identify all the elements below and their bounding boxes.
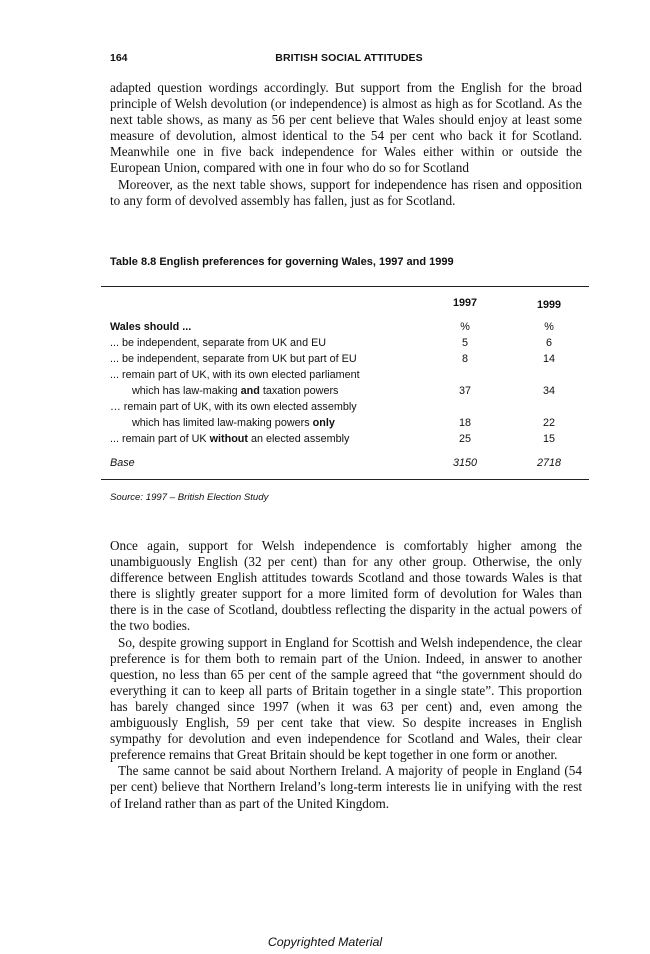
base-1997: 3150 [452,457,478,469]
value-1999: 22 [542,417,555,429]
table-row [110,384,580,399]
table-row [110,400,580,415]
table-source-note: Source: 1997 – British Election Study [110,492,269,503]
value-1999: 6 [545,337,552,349]
row-label: … remain part of UK, with its own elected assembly [110,401,357,413]
table-header-row [110,296,580,311]
table-row [110,336,580,351]
value-1999: 34 [542,385,555,397]
running-header [110,52,588,68]
table-row [110,432,580,447]
value-1997: 5 [461,337,468,349]
table-row [110,352,580,367]
row-label: ... be independent, separate from UK but part of EU [110,353,357,365]
body-text-bottom [110,538,582,812]
label-emphasis: only [312,417,335,429]
running-title: BRITISH SOCIAL ATTITUDES [275,52,423,64]
table-top-rule [101,286,589,287]
paragraph: Once again, support for Welsh independence is comfortably higher among the unambiguously English (32 per cent) than for any other group. Otherwise, the only difference between English attitudes towards Scotland and those towards Wales is that there is slightly greater support for a more limited form of devolution for Wales than there is in the case of Scotland, doubtless reflecting the disparity in the actual powers of the two bodies. [110,538,582,634]
label-emphasis: without [209,433,248,445]
table-bottom-rule [101,479,589,480]
row-label [110,432,349,447]
percent-sign-1997: % [460,321,470,333]
column-header-1999: 1999 [536,299,562,311]
label-text: an elected assembly [247,433,350,445]
label-emphasis: and [240,385,260,397]
row-label: ... be independent, separate from UK and EU [110,337,327,349]
table-row [110,320,580,335]
row-stub-heading: Wales should ... [110,321,192,333]
label-text: which has law-making [132,385,241,397]
label-text: taxation powers [259,385,339,397]
row-label: ... remain part of UK, with its own elected parliament [110,369,360,381]
table-row [110,416,580,431]
value-1997: 37 [458,385,471,397]
paragraph: So, despite growing support in England for Scottish and Welsh independence, the clear preference is for them both to remain part of the Union. Indeed, in answer to another question, no less than 65 per cent of the sample agreed that “the government should do everything it can to keep all parts of Britain together in a single state”. This proportion has barely changed since 1997 (when it was 63 per cent) and, even among the ambiguously English, 59 per cent take that view. So despite increases in English sympathy for devolution and even independence for Scotland and Wales, their clear preference remains that Great Britain should be kept together in one form or another. [110,634,582,763]
percent-sign-1999: % [544,321,554,333]
value-1999: 14 [542,353,555,365]
label-text: which has limited law-making powers [132,417,313,429]
base-label: Base [110,457,135,469]
page-number: 164 [110,52,128,64]
row-label-continued [132,416,335,431]
paragraph: Moreover, as the next table shows, support for independence has risen and opposition to any form of devolved assembly has fallen, just as for Scotland. [110,176,582,208]
value-1997: 18 [458,417,471,429]
table-base-row [110,456,580,471]
column-header-1997: 1997 [452,297,478,309]
row-label-continued [132,384,338,399]
base-1999: 2718 [536,457,562,469]
body-text-top [110,80,582,209]
value-1999: 15 [542,433,555,445]
value-1997: 25 [458,433,471,445]
table-title: Table 8.8 English preferences for governing Wales, 1997 and 1999 [110,256,454,268]
paragraph: adapted question wordings accordingly. But support from the English for the broad principle of Welsh devolution (or independence) is almost as high as for Scotland. As the next table shows, as many as 56 per cent believe that Wales should enjoy at least some measure of devolution, almost identical to the 54 per cent who back it for Scotland. Meanwhile one in five back independence for Wales either within or outside the European Union, compared with one in four who do so for Scotland [110,80,582,176]
label-text: ... remain part of UK [110,433,210,445]
value-1997: 8 [461,353,468,365]
table-row [110,368,580,383]
copyright-footer: Copyrighted Material [267,935,383,949]
paragraph: The same cannot be said about Northern Ireland. A majority of people in England (54 per cent) believe that Northern Ireland’s long-term interests lie in unifying with the rest of Ireland rather than as part of the United Kingdom. [110,763,582,811]
